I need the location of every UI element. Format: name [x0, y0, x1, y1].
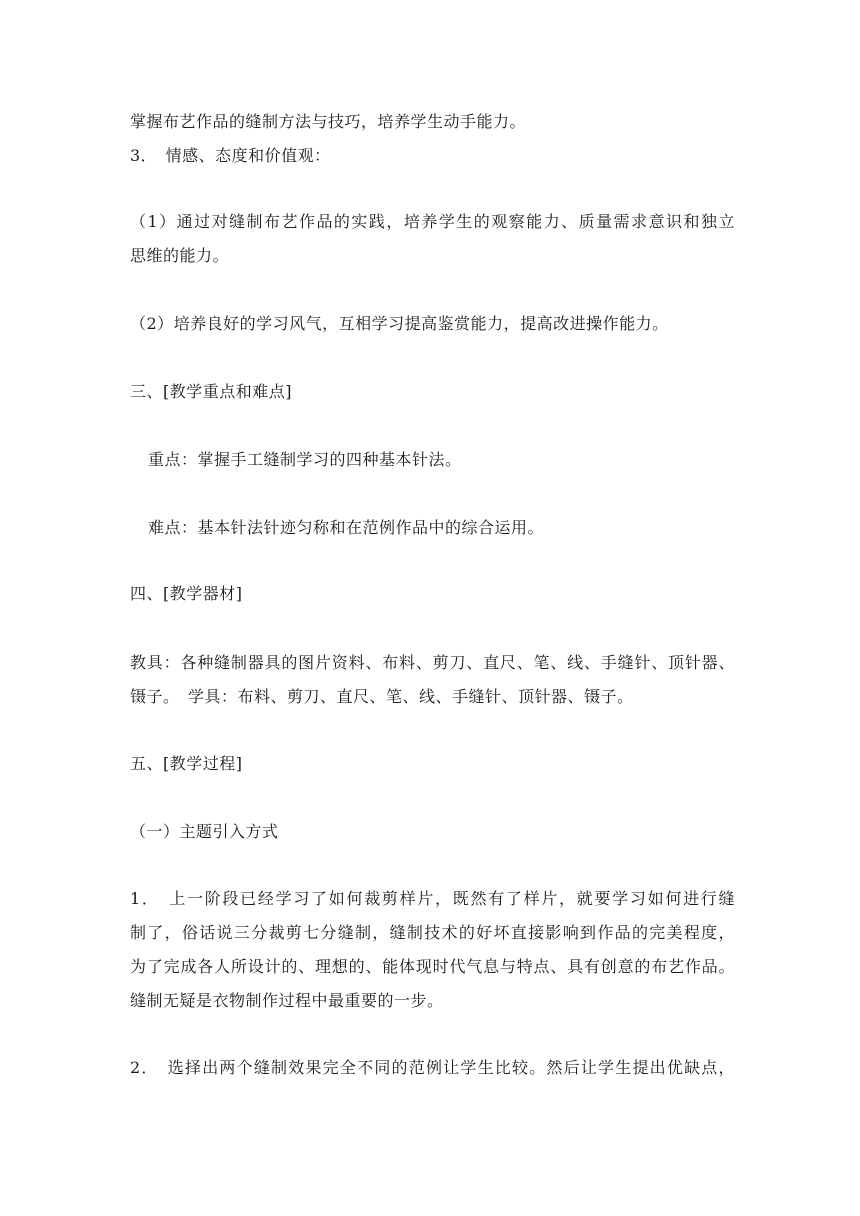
section-heading: 3． 情感、态度和价值观： [130, 146, 331, 165]
text-line: 难点：基本针法针迹匀称和在范例作品中的综合运用。 [148, 518, 545, 537]
section-heading: 五、[教学过程] [130, 754, 243, 773]
text-line: （2）培养良好的学习风气，互相学习提高鉴赏能力，提高改进操作能力。 [130, 314, 669, 333]
section-heading: 三、[教学重点和难点] [130, 382, 292, 401]
text-line: 1． 上一阶段已经学习了如何裁剪样片，既然有了样片，就要学习如何进行缝 [130, 889, 735, 908]
text-line: 缝制无疑是衣物制作过程中最重要的一步。 [130, 991, 444, 1010]
text-line: 思维的能力。 [130, 246, 230, 265]
text-line: 2． 选择出两个缝制效果完全不同的范例让学生比较。然后让学生提出优缺点， [130, 1058, 735, 1077]
text-line: 制了，俗话说三分裁剪七分缝制，缝制技术的好坏直接影响到作品的完美程度， [130, 923, 735, 942]
section-heading: 四、[教学器材] [130, 584, 243, 603]
subsection-heading: （一）主题引入方式 [130, 822, 279, 841]
text-line: 镊子。 学具：布料、剪刀、直尺、笔、线、手缝针、顶针器、镊子。 [130, 687, 634, 706]
text-line: （1）通过对缝制布艺作品的实践，培养学生的观察能力、质量需求意识和独立 [130, 212, 735, 231]
text-line: 掌握布艺作品的缝制方法与技巧，培养学生动手能力。 [130, 112, 527, 131]
text-line: 教具：各种缝制器具的图片资料、布料、剪刀、直尺、笔、线、手缝针、顶针器、 [130, 653, 735, 672]
text-line: 重点：掌握手工缝制学习的四种基本针法。 [148, 450, 462, 469]
text-line: 为了完成各人所设计的、理想的、能体现时代气息与特点、具有创意的布艺作品。 [130, 957, 735, 976]
